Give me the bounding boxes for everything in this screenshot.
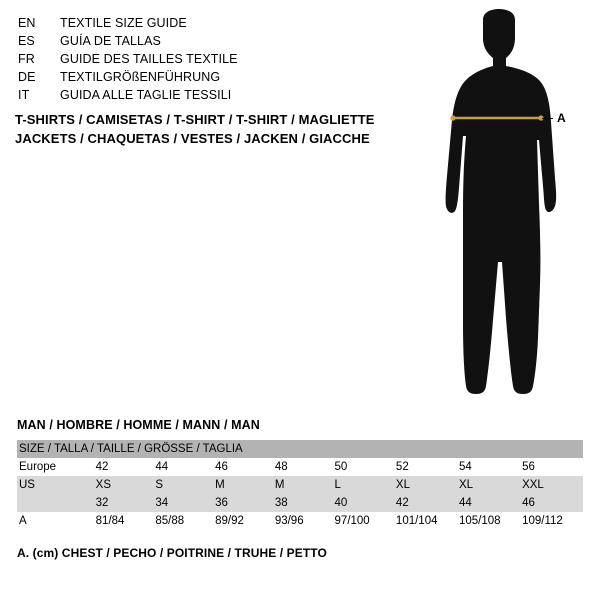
table-cell: 109/112 <box>520 512 583 530</box>
table-cell: 81/84 <box>94 512 154 530</box>
table-cell: 34 <box>153 494 213 512</box>
table-cell: 52 <box>394 458 457 476</box>
language-text: GUIDE DES TAILLES TEXTILE <box>60 52 238 66</box>
table-cell: 101/104 <box>394 512 457 530</box>
table-cell: 85/88 <box>153 512 213 530</box>
row-label: Europe <box>17 458 94 476</box>
chest-measure-point-left <box>450 115 455 120</box>
table-cell: 44 <box>457 494 520 512</box>
table-cell: 44 <box>153 458 213 476</box>
table-cell: M <box>213 476 273 494</box>
row-label: A <box>17 512 94 530</box>
language-row <box>18 52 398 70</box>
garment-headings <box>15 110 415 148</box>
table-cell: 46 <box>520 494 583 512</box>
table-row <box>17 476 583 494</box>
language-row <box>18 70 398 88</box>
table-cell: 40 <box>333 494 394 512</box>
language-list <box>18 16 398 106</box>
body-figure <box>405 8 595 398</box>
table-cell: XXL <box>520 476 583 494</box>
language-text: TEXTILGRÖßENFÜHRUNG <box>60 70 221 84</box>
language-row <box>18 88 398 106</box>
table-header-label: SIZE / TALLA / TAILLE / GRÖSSE / TAGLIA <box>17 440 583 458</box>
garment-line-tshirts: T-SHIRTS / CAMISETAS / T-SHIRT / T-SHIRT / MAGLIETTE <box>15 112 375 127</box>
table-cell: 56 <box>520 458 583 476</box>
table-row <box>17 494 583 512</box>
language-row <box>18 34 398 52</box>
footnote: A. (cm) CHEST / PECHO / POITRINE / TRUHE / PETTO <box>17 546 327 560</box>
table-title: MAN / HOMBRE / HOMME / MANN / MAN <box>17 418 260 432</box>
table-cell: M <box>273 476 333 494</box>
table-cell: XL <box>457 476 520 494</box>
table-cell: 105/108 <box>457 512 520 530</box>
table-cell: 48 <box>273 458 333 476</box>
table-cell: 38 <box>273 494 333 512</box>
table-cell: 42 <box>394 494 457 512</box>
table-cell: 54 <box>457 458 520 476</box>
language-text: TEXTILE SIZE GUIDE <box>60 16 187 30</box>
table-cell: 32 <box>94 494 154 512</box>
garment-line-jackets: JACKETS / CHAQUETAS / VESTES / JACKEN / GIACCHE <box>15 131 370 146</box>
table-cell: 46 <box>213 458 273 476</box>
language-row <box>18 16 398 34</box>
table-cell: XS <box>94 476 154 494</box>
male-silhouette-icon <box>405 8 595 398</box>
size-table <box>17 440 583 530</box>
table-cell: 93/96 <box>273 512 333 530</box>
language-code: ES <box>18 34 35 48</box>
language-code: EN <box>18 16 36 30</box>
table-row <box>17 458 583 476</box>
table-cell: 36 <box>213 494 273 512</box>
table-cell: S <box>153 476 213 494</box>
table-cell: 89/92 <box>213 512 273 530</box>
table-cell: 50 <box>333 458 394 476</box>
table-header-row <box>17 440 583 458</box>
language-code: DE <box>18 70 36 84</box>
language-code: IT <box>18 88 30 102</box>
table-cell: L <box>333 476 394 494</box>
row-label <box>17 494 94 512</box>
language-text: GUIDA ALLE TAGLIE TESSILI <box>60 88 232 102</box>
language-code: FR <box>18 52 35 66</box>
callout-label-a: A <box>557 111 566 125</box>
callout-leader-line <box>542 118 553 119</box>
row-label: US <box>17 476 94 494</box>
language-text: GUÍA DE TALLAS <box>60 34 161 48</box>
table-cell: 97/100 <box>333 512 394 530</box>
table-row <box>17 512 583 530</box>
table-cell: 42 <box>94 458 154 476</box>
table-cell: XL <box>394 476 457 494</box>
